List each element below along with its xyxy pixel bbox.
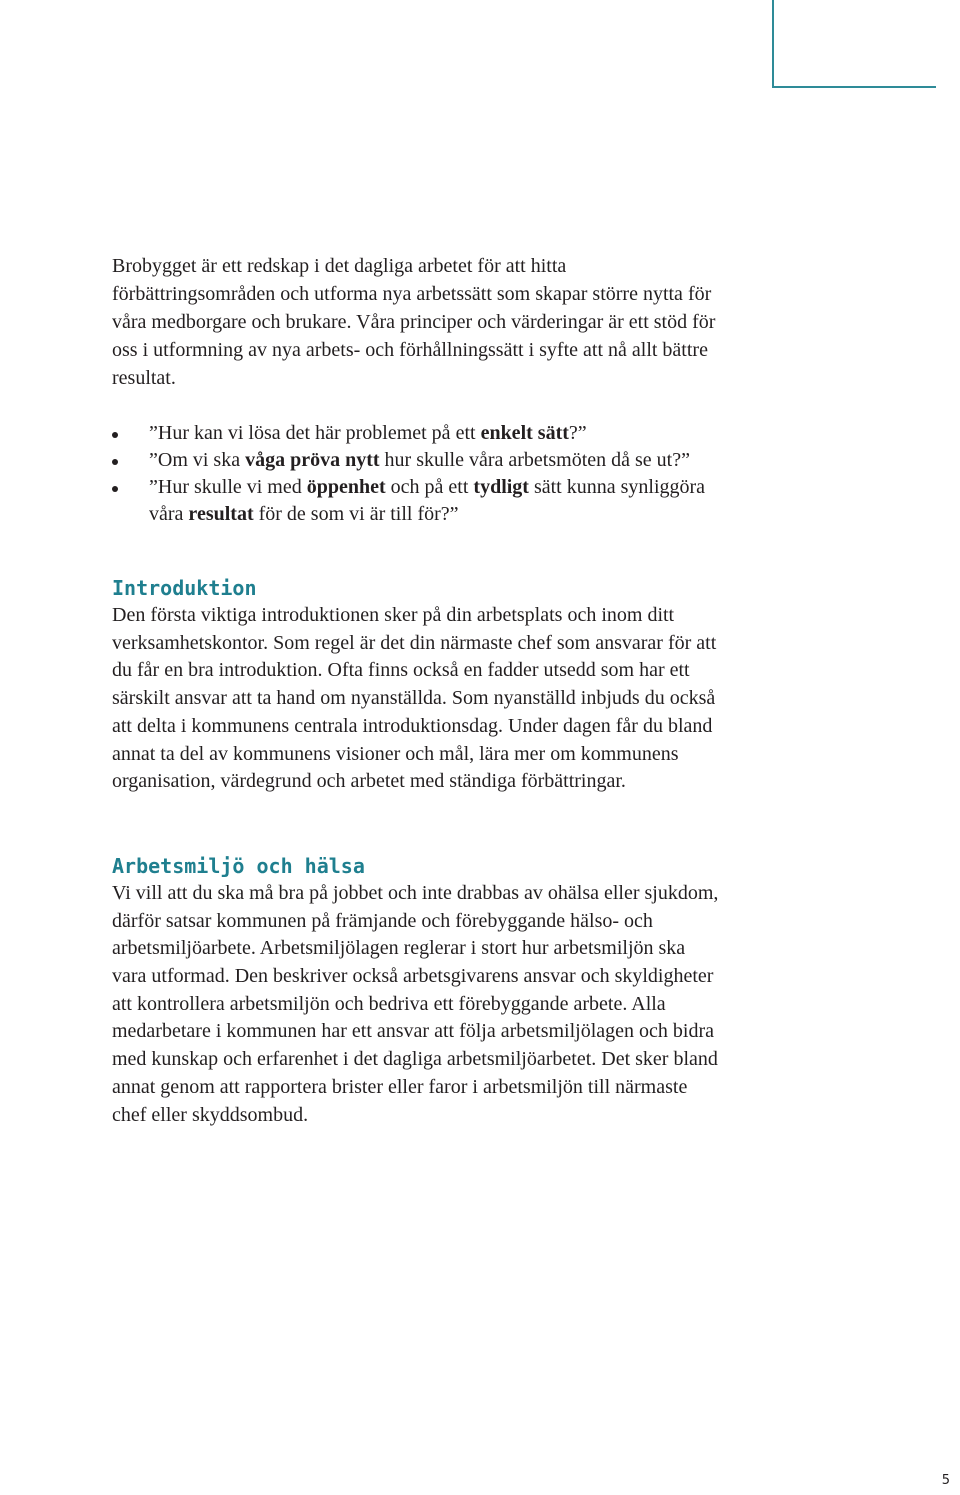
- section-introduktion: [112, 574, 732, 796]
- intro-paragraph: Brobygget är ett redskap i det dagliga arbetet för att hitta förbättringsområden och utforma nya arbetssätt som skapar större nytta för våra medborgare och brukare. Våra principer och värderingar är ett stöd för oss i utformning av nya arbets- och förhållningssätt i syfte att nå allt bättre resultat.: [112, 255, 716, 389]
- question-item: [112, 447, 732, 474]
- bullet-icon: [112, 432, 118, 438]
- page-content: [112, 252, 732, 1129]
- question-text: ”Om vi ska våga pröva nytt hur skulle våra arbetsmöten då se ut?”: [149, 449, 690, 471]
- section-heading: Arbetsmiljö och hälsa: [112, 853, 365, 878]
- question-list: [112, 420, 732, 528]
- section-heading: Introduktion: [112, 576, 257, 600]
- question-item: [112, 420, 732, 447]
- question-text: ”Hur kan vi lösa det här problemet på ett enkelt sätt?”: [149, 422, 587, 444]
- bullet-icon: [112, 486, 118, 492]
- section-body: Den första viktiga introduktionen sker på din arbetsplats och inom ditt verksamhetskontor. Som regel är det din närmaste chef som ansvarar för att du får en bra introduktion. Ofta finns också en fadder utsedd som har ett särskilt ansvar att ta hand om nyanställda. Som nyanställd inbjuds du också att delta i kommunens centrala introduktionsdag. Under dagen får du bland annat ta del av kommunens visioner och mål, lära mer om kommunens organisation, värdegrund och arbetet med ständiga förbättringar.: [112, 604, 717, 793]
- section-body: Vi vill att du ska må bra på jobbet och inte drabbas av ohälsa eller sjukdom, därför satsar kommunen på främjande och förebyggande hälso- och arbetsmiljöarbete. Arbetsmiljölagen reglerar i stort hur arbetsmiljön ska vara utformad. Den beskriver också arbetsgivarens ansvar och skyldigheter att kontrollera arbetsmiljön och bedriva ett förebyggande arbete. Alla medarbetare i kommunen har ett ansvar att följa arbetsmiljölagen och bidra med kunskap och erfarenhet i det dagliga arbetsmiljöarbetet. Det sker bland annat genom att rapportera brister eller faror i arbetsmiljön till närmaste chef eller skyddsombud.: [112, 881, 719, 1126]
- corner-frame-mark: [772, 0, 936, 88]
- question-item: [112, 474, 732, 528]
- section-arbetsmiljo: [112, 852, 732, 1129]
- page-number: 5: [941, 1473, 950, 1488]
- question-text: ”Hur skulle vi med öppenhet och på ett tydligt sätt kunna synliggöra våra resultat för de som vi är till för?”: [149, 476, 706, 525]
- bullet-icon: [112, 459, 118, 465]
